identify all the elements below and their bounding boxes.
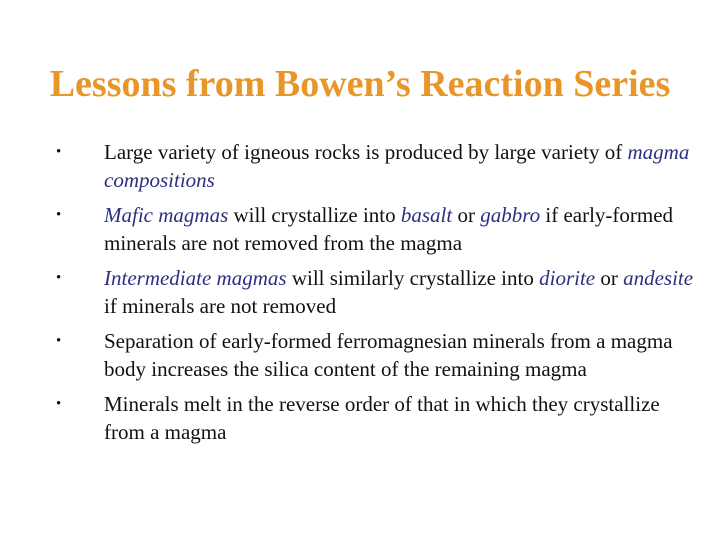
bullet-item [0,390,720,446]
bullet-item [0,327,720,383]
text-segment: will similarly crystallize into [286,266,540,290]
text-segment: if minerals are not removed [104,294,337,318]
text-segment: or [595,266,624,290]
text-segment: if early-formed minerals are not removed from the magma [104,203,674,255]
bullet-icon: • [56,333,62,349]
bullet-item [0,138,720,194]
bullet-item [0,264,720,320]
emphasized-term: Intermediate magmas [104,266,287,290]
emphasized-term: andesite [623,266,694,290]
emphasized-term: diorite [539,266,596,290]
bullet-item [0,201,720,257]
text-segment: will crystallize into [228,203,401,227]
slide-title: Lessons from Bowen’s Reaction Series [49,63,671,105]
bullet-text [104,203,673,255]
emphasized-term: magma compositions [104,140,690,192]
emphasized-term: basalt [400,203,453,227]
bullet-text [104,329,673,381]
bullet-icon: • [56,144,62,160]
text-segment: Separation of early-formed ferromagnesian minerals from a magma body increases the silica content of the remaining magma [104,329,673,381]
bullet-list [0,138,720,453]
bullet-icon: • [56,207,62,223]
emphasized-term: Mafic magmas [104,203,229,227]
bullet-text [104,140,689,192]
text-segment: Large variety of igneous rocks is produced by large variety of [104,140,628,164]
text-segment: Minerals melt in the reverse order of that in which they crystallize from a magma [104,392,660,444]
bullet-text [104,392,660,444]
bullet-icon: • [56,396,62,412]
emphasized-term: gabbro [480,203,541,227]
bullet-text [104,266,693,318]
bullet-icon: • [56,270,62,286]
text-segment: or [452,203,481,227]
